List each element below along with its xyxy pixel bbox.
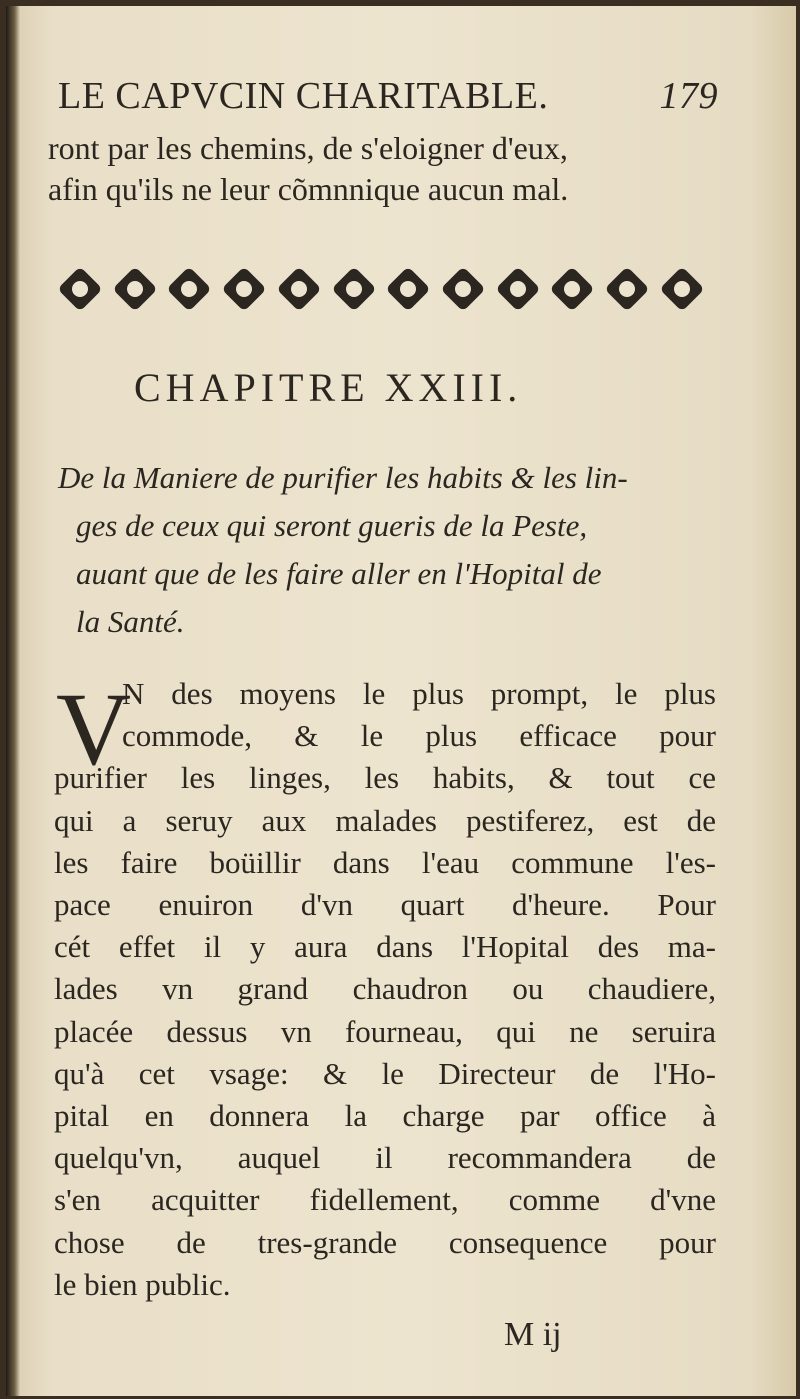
- fleuron-icon: [605, 267, 649, 311]
- subtitle-line: De la Maniere de purifier les habits & les lin-: [58, 460, 628, 495]
- body-line: chose de tres-grande consequence pour: [54, 1224, 716, 1260]
- body-line: pace enuiron d'vn quart d'heure. Pour: [54, 887, 716, 923]
- subtitle-line: auant que de les faire aller en l'Hopital de: [76, 556, 602, 591]
- fleuron-icon: [58, 267, 102, 311]
- body-line: placée dessus vn fourneau, qui ne seruira: [54, 1013, 716, 1049]
- page-number: 179: [659, 75, 718, 117]
- body-line: lades vn grand chaudron ou chaudiere,: [54, 971, 716, 1007]
- continuation-line-1: ront par les chemins, de s'eloigner d'eux,: [48, 130, 568, 166]
- fleuron-icon: [332, 267, 376, 311]
- running-head: [58, 74, 718, 118]
- body-line: s'en acquitter fidellement, comme d'vne: [54, 1182, 716, 1218]
- fleuron-icon: [277, 267, 321, 311]
- subtitle-line: la Santé.: [76, 604, 185, 639]
- body-line: N des moyens le plus prompt, le plus: [122, 676, 716, 711]
- continuation-line-2: afin qu'ils ne leur cõmnnique aucun mal.: [48, 171, 569, 207]
- body-line: cét effet il y aura dans l'Hopital des ma-: [54, 929, 716, 965]
- subtitle-line: ges de ceux qui seront gueris de la Peste,: [76, 508, 588, 543]
- fleuron-icon: [167, 267, 211, 311]
- body-line: quelqu'vn, auquel il recommandera de: [54, 1140, 716, 1176]
- body-line: les faire boüillir dans l'eau commune l'es-: [54, 844, 716, 880]
- fleuron-icon: [441, 267, 485, 311]
- body-line: commode, & le plus efficace pour: [122, 718, 716, 754]
- chapter-subtitle: [58, 454, 718, 646]
- body-line: purifier les linges, les habits, & tout ce: [54, 760, 716, 796]
- fleuron-icon: [386, 267, 430, 311]
- drop-cap: V: [56, 672, 132, 787]
- body-line: qui a seruy aux malades pestiferez, est de: [54, 802, 716, 838]
- book-spine-shadow: [6, 6, 20, 1396]
- body-paragraph: [54, 673, 716, 1306]
- fleuron-icon: [550, 267, 594, 311]
- body-line: qu'à cet vsage: & le Directeur de l'Ho-: [54, 1055, 716, 1091]
- body-line: pital en donnera la charge par office à: [54, 1098, 716, 1134]
- fleuron-icon: [222, 267, 266, 311]
- chapter-heading: CHAPITRE XXIII.: [134, 365, 523, 410]
- ornamental-band: [58, 264, 704, 314]
- fleuron-icon: [113, 267, 157, 311]
- book-page: [6, 6, 796, 1396]
- fleuron-icon: [660, 267, 704, 311]
- running-head-title: LE CAPVCIN CHARITABLE.: [58, 75, 549, 117]
- fleuron-icon: [496, 267, 540, 311]
- body-line: le bien public.: [54, 1266, 231, 1302]
- signature-mark: M ij: [504, 1316, 562, 1353]
